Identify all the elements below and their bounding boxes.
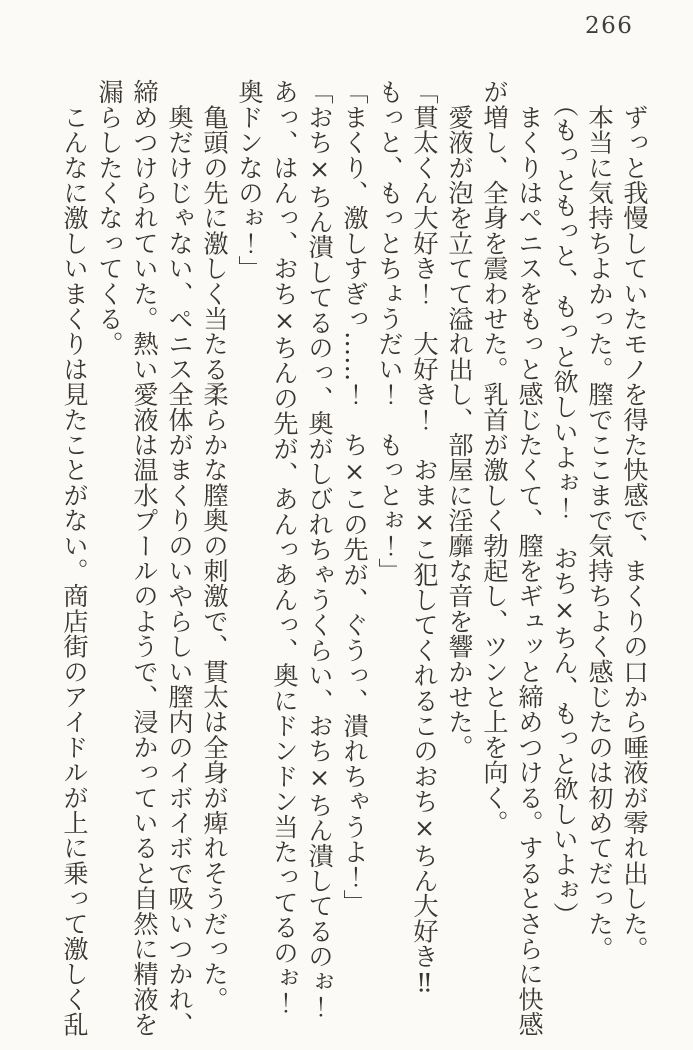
page-number: 266 xyxy=(585,13,634,39)
paragraph: 「貫太くん大好き！ 大好き！ おま×こ犯してくれるこのおち×ちん大好き‼ もっと、もっとちょうだい！ もっとぉ！」 xyxy=(375,79,439,1023)
paragraph: ずっと我慢していたモノを得た快感で、まくりの口から唾液が零れ出した。 xyxy=(620,79,649,961)
paragraph: 「まくり、激しすぎっ……！ ち×この先が、ぐうっ、潰れちゃうよ！」 xyxy=(340,79,369,915)
paragraph: 本当に気持ちよかった。膣でここまで気持ちよく感じたのは初めてだった。 xyxy=(585,79,614,961)
page-text xyxy=(57,79,652,1045)
paragraph: こんなに激しいまくりは見たことがない。商店街のアイドルが上に乗って激しく乱 xyxy=(60,79,89,1037)
paragraph: まくりはペニスをもっと感じたくて、膣をギュッと締めつける。するとさらに快感が増し、全身を震わせた。乳首が激しく勃起し、ツンと上を向く。 xyxy=(480,79,544,1037)
paragraph: 「おち×ちん潰してるのっ、奥がしびれちゃうくらい、おち×ちん潰してるのぉ！ あっ、はんっ、おち×ちんの先が、あんっあんっ、奥にドンドン当たってるのぉ！ 奥ドンなのぉ！」 xyxy=(235,79,334,1045)
paragraph: 亀頭の先に激しく当たる柔らかな膣奥の刺激で、貫太は全身が痺れそうだった。 xyxy=(200,79,229,1012)
paragraph: 奥だけじゃない、ペニス全体がまくりのいやらしい膣内のイボイボで吸いつかれ、締めつけられていた。熱い愛液は温水プールのようで、浸かっていると自然に精液を漏らしたくなってくる。 xyxy=(95,79,194,1037)
paragraph: （もっともっと、もっと欲しいよぉ！ おち×ちん、もっと欲しいよぉ） xyxy=(550,79,579,927)
paragraph: 愛液が泡を立てて溢れ出し、部屋に淫靡な音を響かせた。 xyxy=(445,79,474,760)
